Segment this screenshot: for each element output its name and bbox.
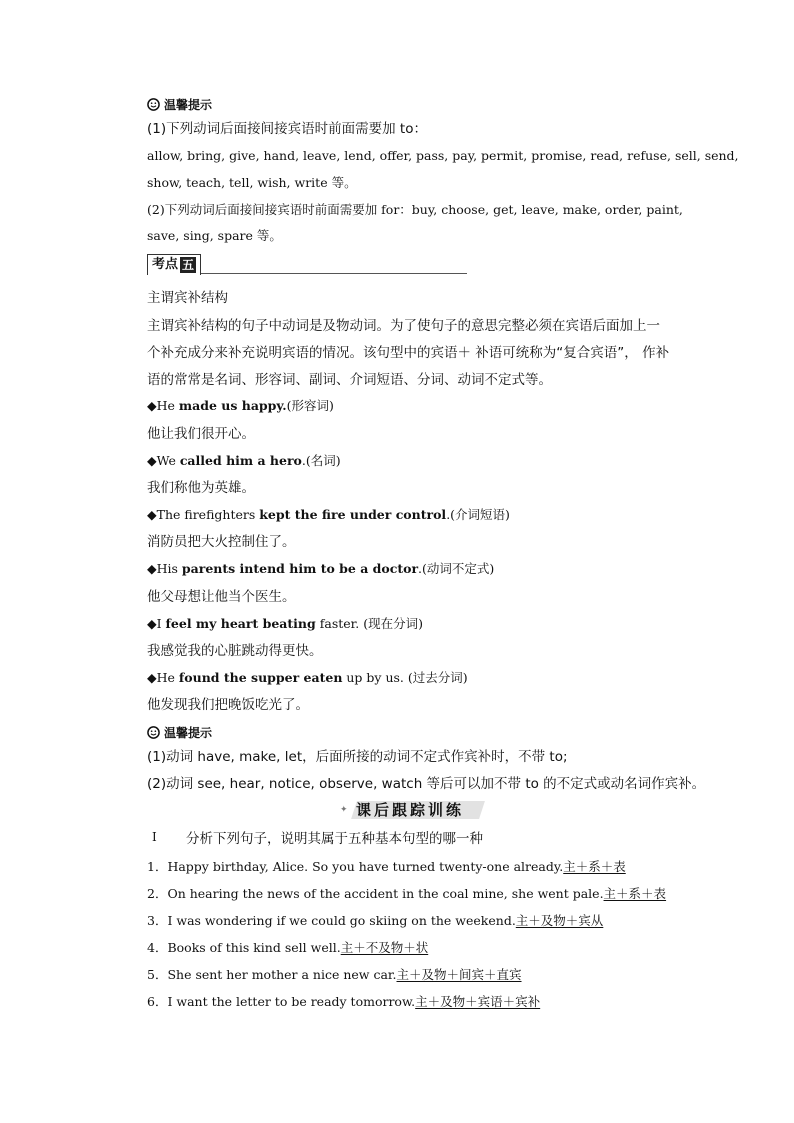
intro-line: 主谓宾补结构的句子中动词是及物动词。为了使句子的意思完整必须在宾语后面加上一: [147, 318, 660, 334]
tip-line: (2)下列动词后面接间接宾语时前面需要加 for：buy, choose, get, leave, make, order, paint,: [147, 202, 683, 217]
tip-line: allow, bring, give, hand, leave, lend, offer, pass, pay, permit, promise, read, refuse, sell, send,: [147, 148, 739, 163]
example-translation: 消防员把大火控制住了。: [147, 534, 296, 550]
example-sentence: ◆He made us happy.(形容词): [147, 398, 334, 413]
tip-title: 温馨提示: [164, 726, 213, 740]
exercise-item: 1．Happy birthday, Alice. So you have turned twenty-one already.主＋系＋表: [147, 859, 626, 874]
example-translation: 我们称他为英雄。: [147, 480, 255, 496]
example-translation: 他让我们很开心。: [147, 426, 255, 442]
answer: 主＋不及物＋状: [340, 940, 429, 955]
tip-heading: [147, 96, 212, 113]
banner-title: 课后跟踪训练: [356, 801, 465, 819]
intro-line: 个补充成分来补充说明宾语的情况。该句型中的宾语＋ 补语可统称为“复合宾语”， 作补: [147, 345, 670, 361]
example-sentence: ◆We called him a hero.(名词): [147, 453, 341, 468]
practice-banner: [340, 799, 484, 821]
tip-line: save, sing, spare 等。: [147, 228, 282, 243]
kaodian-number: 五: [182, 258, 195, 272]
example-translation: 我感觉我的心脏跳动得更快。: [147, 643, 323, 659]
exercise-item: 5．She sent her mother a nice new car.主＋及物＋间宾＋直宾: [147, 967, 522, 982]
example-sentence: ◆The firefighters kept the fire under control.(介词短语): [147, 507, 510, 522]
kaodian-label: 考点: [152, 257, 179, 272]
answer: 主＋及物＋间宾＋直宾: [396, 967, 522, 982]
intro-line: 语的常常是名词、形容词、副词、介词短语、分词、动词不定式等。: [147, 372, 552, 388]
tip-title: 温馨提示: [164, 98, 213, 112]
section-header: [147, 254, 467, 276]
answer: 主＋及物＋宾语＋宾补: [415, 994, 541, 1009]
kaodian-tab: [147, 254, 201, 275]
smiley-icon: [147, 98, 160, 111]
exercise-item: 2．On hearing the news of the accident in the coal mine, she went pale.主＋系＋表: [147, 886, 667, 901]
tip-heading: [147, 724, 212, 741]
tip-line: (1)动词 have, make, let，后面所接的动词不定式作宾补时，不带 to;: [147, 749, 568, 765]
answer: 主＋系＋表: [603, 886, 667, 901]
exercise-item: 6．I want the letter to be ready tomorrow.主＋及物＋宾语＋宾补: [147, 994, 541, 1009]
exercise-item: 4．Books of this kind sell well.主＋不及物＋状: [147, 940, 429, 955]
tip-line: (2)动词 see, hear, notice, observe, watch 等后可以加不带 to 的不定式或动名词作宾补。: [147, 776, 706, 792]
tip-line: (1)下列动词后面接间接宾语时前面需要加 to：: [147, 121, 427, 137]
example-sentence: ◆His parents intend him to be a doctor.(动词不定式): [147, 561, 495, 576]
example-sentence: ◆I feel my heart beating faster. (现在分词): [147, 616, 423, 631]
section-title: 主谓宾补结构: [147, 290, 228, 306]
exercise-number: Ⅰ: [152, 830, 157, 844]
answer: 主＋系＋表: [563, 859, 626, 874]
exercise-item: 3．I was wondering if we could go skiing on the weekend.主＋及物＋宾从: [147, 913, 604, 928]
example-translation: 他父母想让他当个医生。: [147, 589, 296, 605]
example-sentence: ◆He found the supper eaten up by us. (过去分词): [147, 670, 468, 685]
smiley-icon: [147, 726, 160, 739]
example-translation: 他发现我们把晚饭吃光了。: [147, 697, 309, 713]
tip-line: show, teach, tell, wish, write 等。: [147, 175, 357, 190]
banner-decoration: ✦: [340, 805, 348, 815]
answer: 主＋及物＋宾从: [515, 913, 604, 928]
exercise-instruction: 分析下列句子，说明其属于五种基本句型的哪一种: [186, 831, 483, 847]
